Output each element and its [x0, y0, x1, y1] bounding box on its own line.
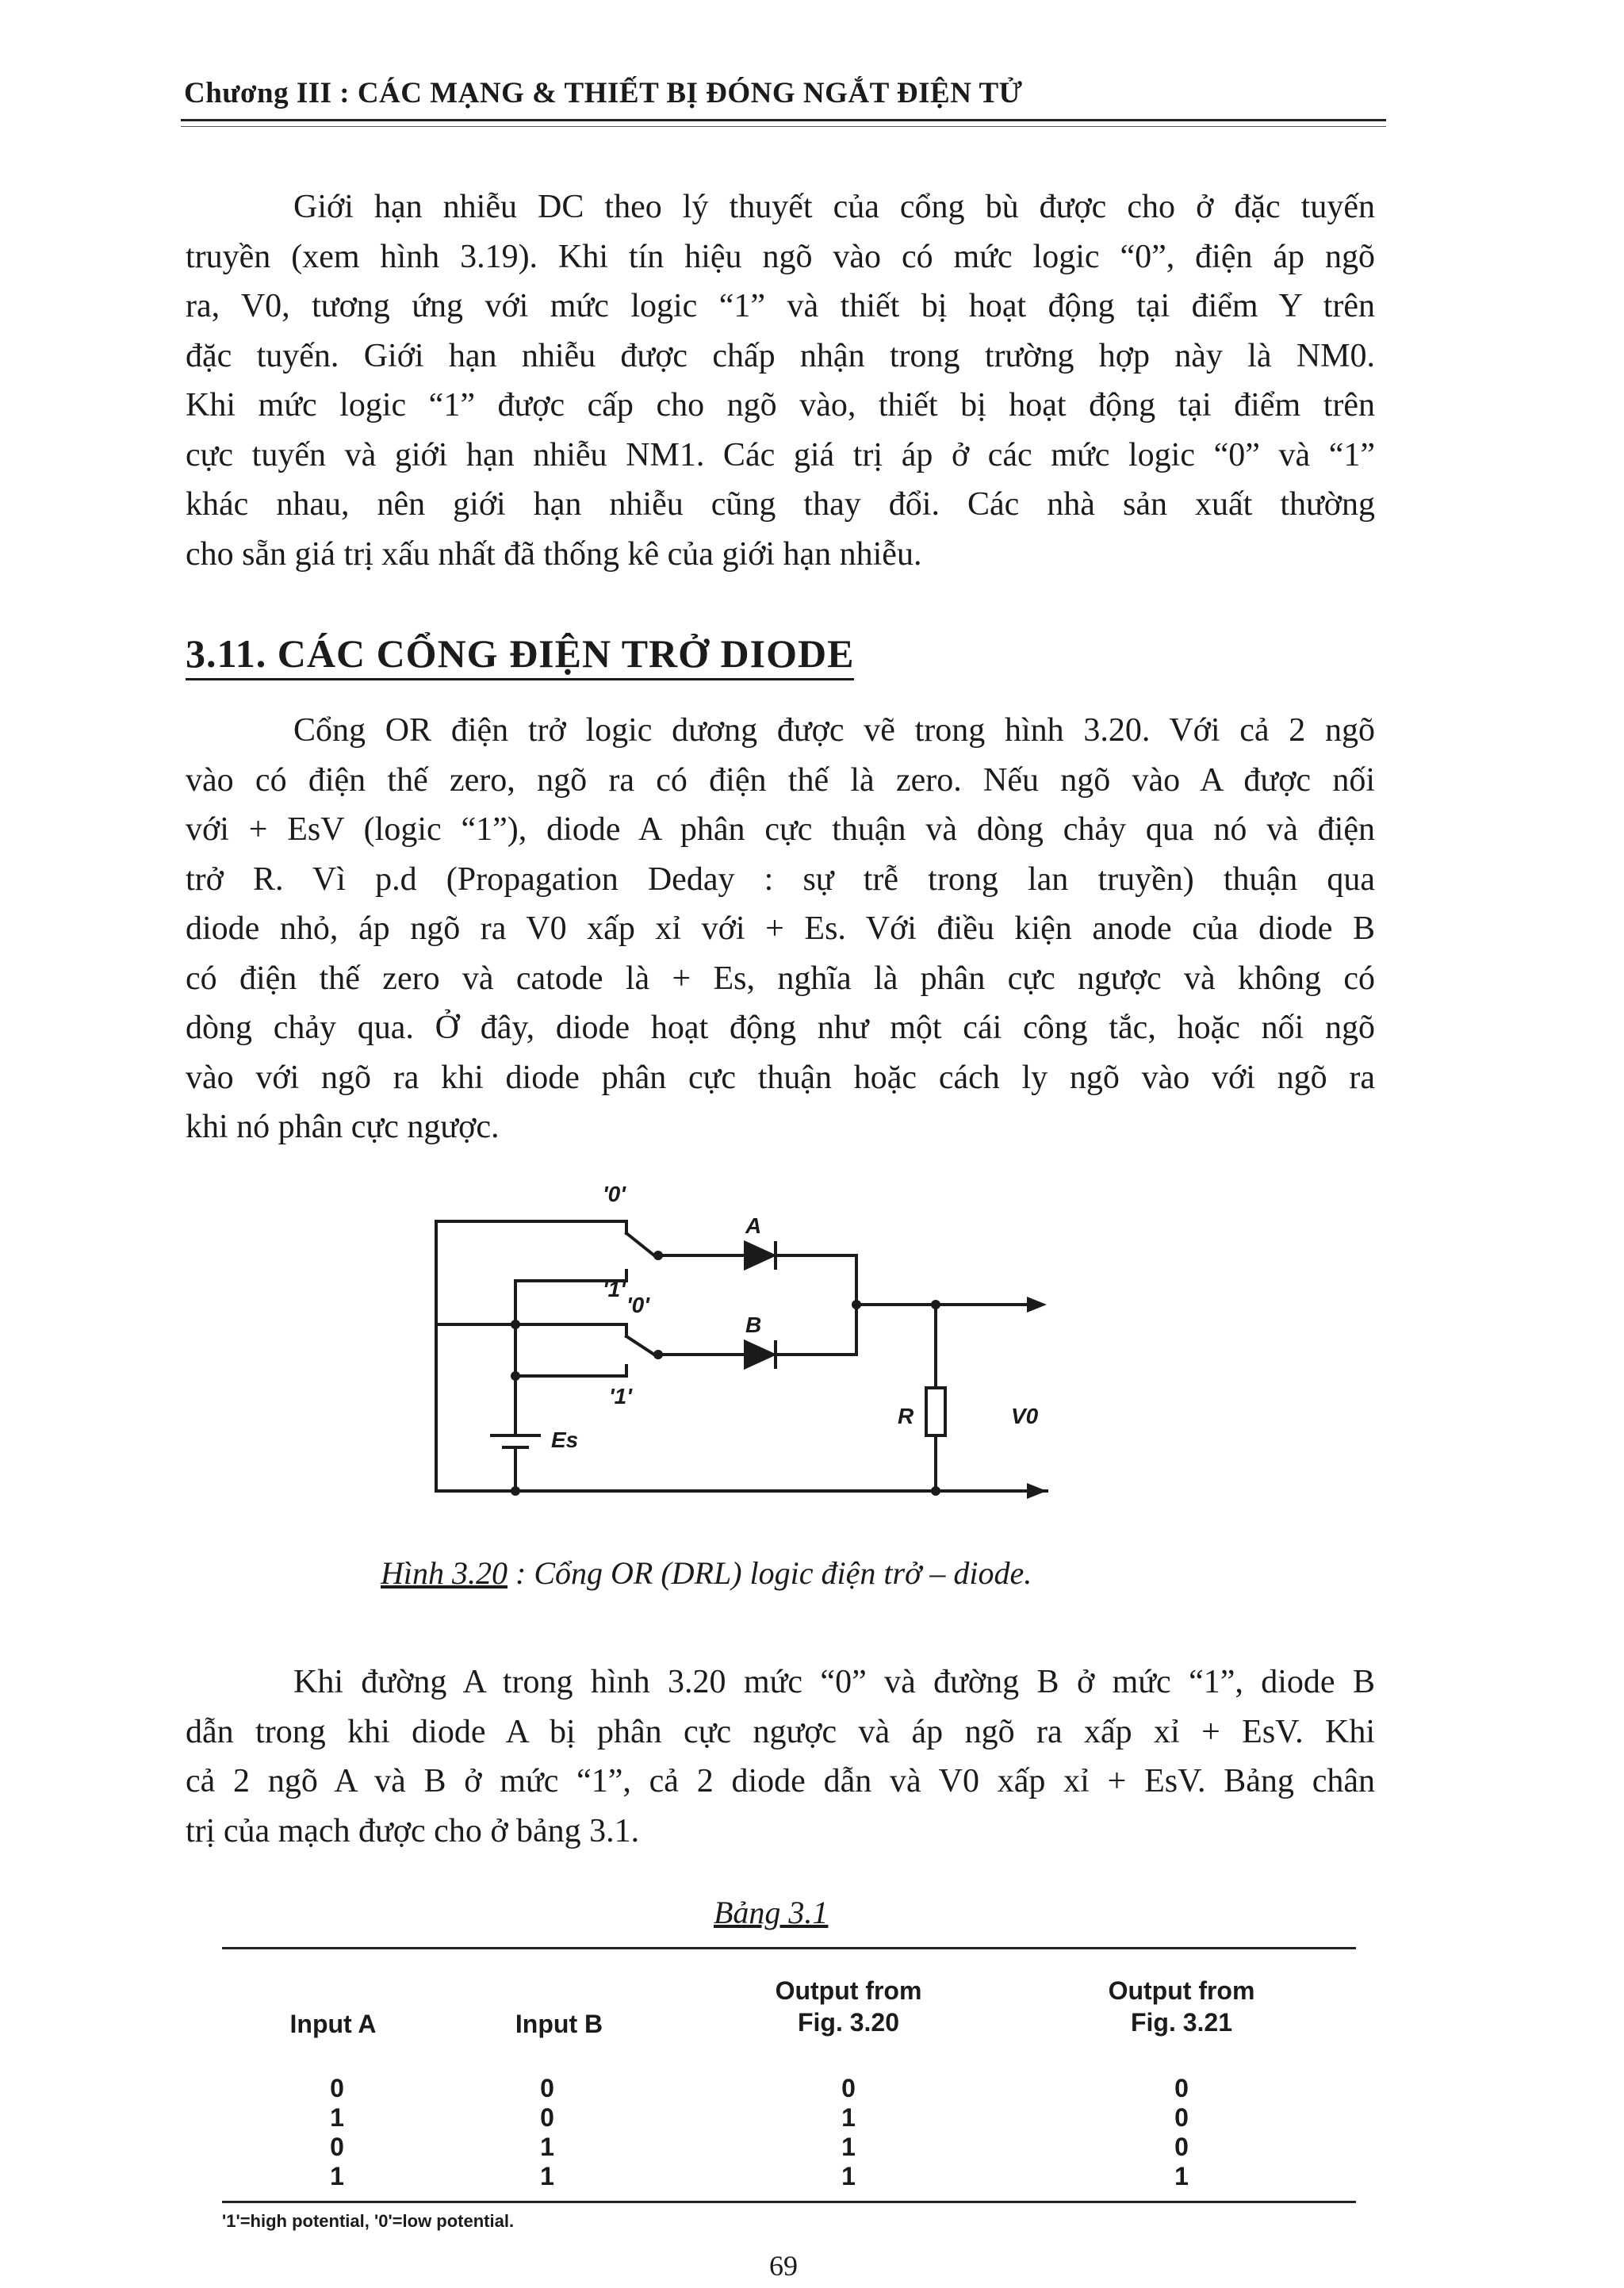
- header-input-a: Input A: [289, 2010, 377, 2038]
- paragraph-line: cả 2 ngõ A và B ở mức “1”, cả 2 diode dẫn và V0 xấp xỉ + EsV. Bảng chân: [186, 1763, 1375, 1799]
- table-footnote: '1'=high potential, '0'=low potential.: [222, 2211, 515, 2231]
- table-cell: 0: [1174, 2103, 1189, 2132]
- table-cell: 0: [841, 2074, 856, 2102]
- table-cell: 1: [841, 2103, 856, 2132]
- header-output-320: [745, 1975, 952, 2038]
- paragraph-line: khi nó phân cực ngược.: [186, 1109, 500, 1145]
- header-input-b: Input B: [515, 2010, 603, 2038]
- source-label: Es: [551, 1428, 579, 1452]
- header-output-320-line1: Output from: [775, 1976, 922, 2005]
- switch-a-low-label: '0': [603, 1182, 626, 1206]
- paragraph-line: Khi mức logic “1” được cấp cho ngõ vào, thiết bị hoạt động tại điểm trên: [186, 387, 1375, 423]
- table-cell: 0: [540, 2103, 554, 2132]
- paragraph-line: Khi đường A trong hình 3.20 mức “0” và đường B ở mức “1”, diode B: [293, 1664, 1375, 1700]
- table-bottom-rule: [222, 2201, 1356, 2203]
- paragraph-line: với + EsV (logic “1”), diode A phân cực thuận và dòng chảy qua nó và điện: [186, 811, 1375, 848]
- paragraph-line: trở R. Vì p.d (Propagation Deday : sự trễ trong lan truyền) thuận qua: [186, 860, 1375, 898]
- figure-caption: [381, 1554, 1032, 1592]
- section-heading: 3.11. CÁC CỔNG ĐIỆN TRỞ DIODE: [186, 630, 854, 680]
- paragraph-noise-margin: [186, 182, 1375, 579]
- page-number: 69: [769, 2250, 798, 2282]
- paragraph-line: khác nhau, nên giới hạn nhiễu cũng thay đổi. Các nhà sản xuất thường: [186, 486, 1375, 523]
- paragraph-line: cực tuyến và giới hạn nhiễu NM1. Các giá trị áp ở các mức logic “0” và “1”: [186, 436, 1375, 473]
- paragraph-line: vào với ngõ ra khi diode phân cực thuận hoặc cách ly ngõ vào với ngõ ra: [186, 1059, 1375, 1096]
- header-rule: [181, 119, 1386, 127]
- output-label: V0: [1011, 1404, 1039, 1428]
- header-output-320-line2: Fig. 3.20: [797, 2008, 900, 2037]
- switch-a-high-label: '1': [603, 1277, 626, 1301]
- paragraph-line: dẫn trong khi diode A bị phân cực ngược và áp ngõ ra xấp xỉ + EsV. Khi: [186, 1713, 1375, 1750]
- figure-number: Hình 3.20: [381, 1555, 508, 1591]
- table-cell: 1: [330, 2103, 344, 2132]
- header-output-321-line1: Output from: [1108, 1976, 1255, 2005]
- resistor-label: R: [898, 1404, 914, 1428]
- table-cell: 1: [1174, 2162, 1189, 2190]
- paragraph-line: Cổng OR điện trở logic dương được vẽ trong hình 3.20. Với cả 2 ngõ: [293, 712, 1375, 749]
- table-cell: 0: [1174, 2074, 1189, 2102]
- paragraph-truth-table-intro: [186, 1658, 1375, 1856]
- running-header: Chương III : CÁC MẠNG & THIẾT BỊ ĐÓNG NGẮT ĐIỆN TỬ: [184, 77, 1023, 109]
- paragraph-line: trị của mạch được cho ở bảng 3.1.: [186, 1812, 640, 1849]
- paragraph-line: Giới hạn nhiễu DC theo lý thuyết của cổng bù được cho ở đặc tuyến: [293, 189, 1375, 225]
- paragraph-line: diode nhỏ, áp ngõ ra V0 xấp xỉ với + Es. Với điều kiện anode của diode B: [186, 910, 1375, 947]
- table-cell: 1: [330, 2162, 344, 2190]
- header-output-321-line2: Fig. 3.21: [1130, 2008, 1233, 2037]
- table-cell: 0: [540, 2074, 554, 2102]
- table-cell: 1: [540, 2162, 554, 2190]
- header-output-321: [1078, 1975, 1285, 2038]
- diode-a-label: A: [745, 1213, 762, 1238]
- paragraph-line: đặc tuyến. Giới hạn nhiễu được chấp nhận trong trường hợp này là NM0.: [186, 337, 1375, 374]
- switch-b-low-label: '0': [626, 1293, 649, 1317]
- figure-caption-text: : Cổng OR (DRL) logic điện trở – diode.: [508, 1555, 1032, 1591]
- paragraph-line: cho sẵn giá trị xấu nhất đã thống kê của giới hạn nhiễu.: [186, 535, 922, 573]
- switch-b-high-label: '1': [609, 1384, 632, 1408]
- table-cell: 1: [841, 2162, 856, 2190]
- table-cell: 0: [330, 2133, 344, 2161]
- diode-or-gate-circuit: [412, 1166, 1094, 1531]
- diode-b-label: B: [745, 1313, 762, 1337]
- table-cell: 0: [1174, 2133, 1189, 2161]
- paragraph-line: ra, V0, tương ứng với mức logic “1” và thiết bị hoạt động tại điểm Y trên: [186, 288, 1375, 324]
- table-title: Bảng 3.1: [714, 1895, 829, 1930]
- paragraph-line: dòng chảy qua. Ở đây, diode hoạt động như một cái công tắc, hoặc nối ngõ: [186, 1010, 1375, 1046]
- table-cell: 1: [841, 2133, 856, 2161]
- table-top-rule: [222, 1947, 1356, 1949]
- paragraph-line: truyền (xem hình 3.19). Khi tín hiệu ngõ vào có mức logic “0”, điện áp ngõ: [186, 238, 1375, 275]
- table-cell: 1: [540, 2133, 554, 2161]
- paragraph-line: vào có điện thế zero, ngõ ra có điện thế là zero. Nếu ngõ vào A được nối: [186, 761, 1375, 799]
- paragraph-or-gate: [186, 706, 1375, 1152]
- table-cell: 0: [330, 2074, 344, 2102]
- paragraph-line: có điện thế zero và catode là + Es, nghĩa là phân cực ngược và không có: [186, 960, 1375, 997]
